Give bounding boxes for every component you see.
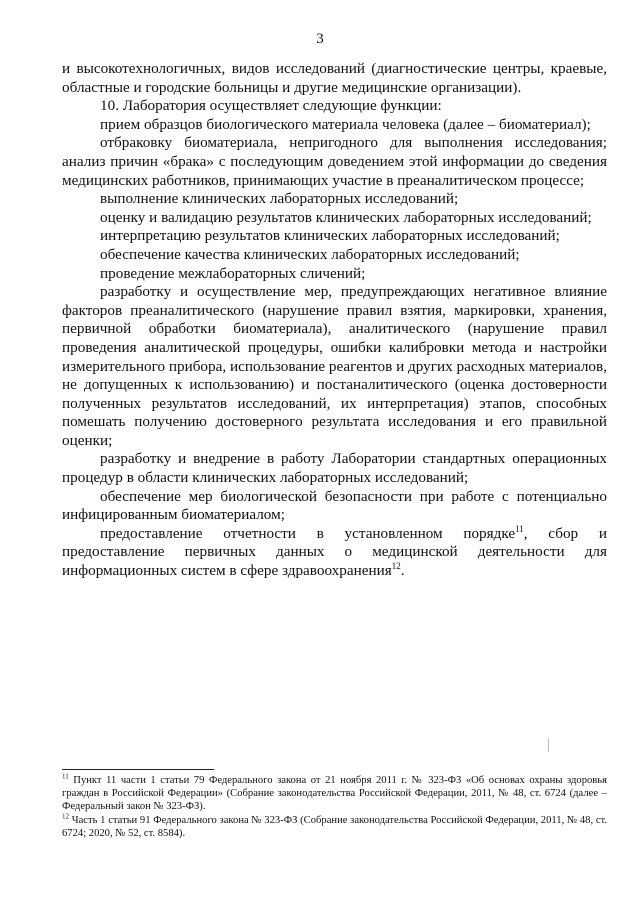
footnote-mark: 12 [62,812,69,821]
paragraph: отбраковку биоматериала, непригодного для выполнения исследования; анализ причин «брака» с последующим доведением этой информации до сведения медицинских работников, принимающих участие в преаналитическом процессе; [62,134,607,189]
scan-artifact [548,738,549,752]
paragraph: разработку и осуществление мер, предупреждающих негативное влияние факторов преаналитического (нарушение правил взятия, маркировки, хранения, первичной обработки биоматериала), аналитического (нарушение правил проведения аналитической процедуры, ошибки калибровки метода и настройки измерительного прибора, использование реагентов и других расходных материалов, не допущенных к использованию) и постаналитического (оценка достоверности полученных результатов исследований, их интерпретация) этапов, способных помешать получению достоверного результата исследования и его правильной оценки; [62,283,607,449]
paragraph: выполнение клинических лабораторных исследований; [100,190,459,208]
footnote-mark: 11 [62,772,69,781]
page-number: 3 [316,31,324,47]
paragraph-reporting [62,525,607,581]
footnote-text: Часть 1 статьи 91 Федерального закона № 323-ФЗ (Собрание законодательства Российской Федерации, 2011, № 48, ст. 6724; 2020, № 52, ст. 8584). [62,814,607,839]
paragraph: и высокотехнологичных, видов исследований (диагностические центры, краевые, областные и городские больницы и другие медицинские организации). [62,60,607,96]
footnotes-section [62,774,607,840]
paragraph: 10. Лаборатория осуществляет следующие функции: [100,97,442,115]
footnote [62,774,607,814]
paragraph: разработку и внедрение в работу Лаборатории стандартных операционных процедур в области клинических лабораторных исследований; [62,450,607,487]
document-body [62,60,607,581]
paragraph-text-part: предоставление отчетности в установленном порядке [100,524,516,542]
paragraph-text-part: . [400,562,405,580]
footnote-ref[interactable]: 11 [515,523,524,534]
footnote-text: Пункт 11 части 1 статьи 79 Федерального закона от 21 ноября 2011 г. № 323-ФЗ «Об основах охраны здоровья граждан в Российской Федерации» (Собрание законодательства Российской Федерации, 2011, № 48, ст. 6724 (далее – Федеральный закон № 323-ФЗ). [62,775,607,813]
paragraph: проведение межлабораторных сличений; [100,264,366,282]
paragraph-list [62,60,607,525]
paragraph: интерпретацию результатов клинических лабораторных исследований; [100,227,560,245]
footnote [62,814,607,840]
paragraph: оценку и валидацию результатов клинических лабораторных исследований; [100,208,592,226]
paragraph: прием образцов биологического материала человека (далее – биоматериал); [100,115,591,133]
paragraph: обеспечение качества клинических лабораторных исследований; [100,245,520,263]
footnote-ref[interactable]: 12 [391,560,401,571]
paragraph: обеспечение мер биологической безопасности при работе с потенциально инфицированным биоматериалом; [62,487,607,524]
paragraph-text-part: , сбор и предоставление первичных данных о медицинской деятельности для информационных систем в сфере здравоохранения [62,524,607,580]
footnote-separator [62,769,214,770]
